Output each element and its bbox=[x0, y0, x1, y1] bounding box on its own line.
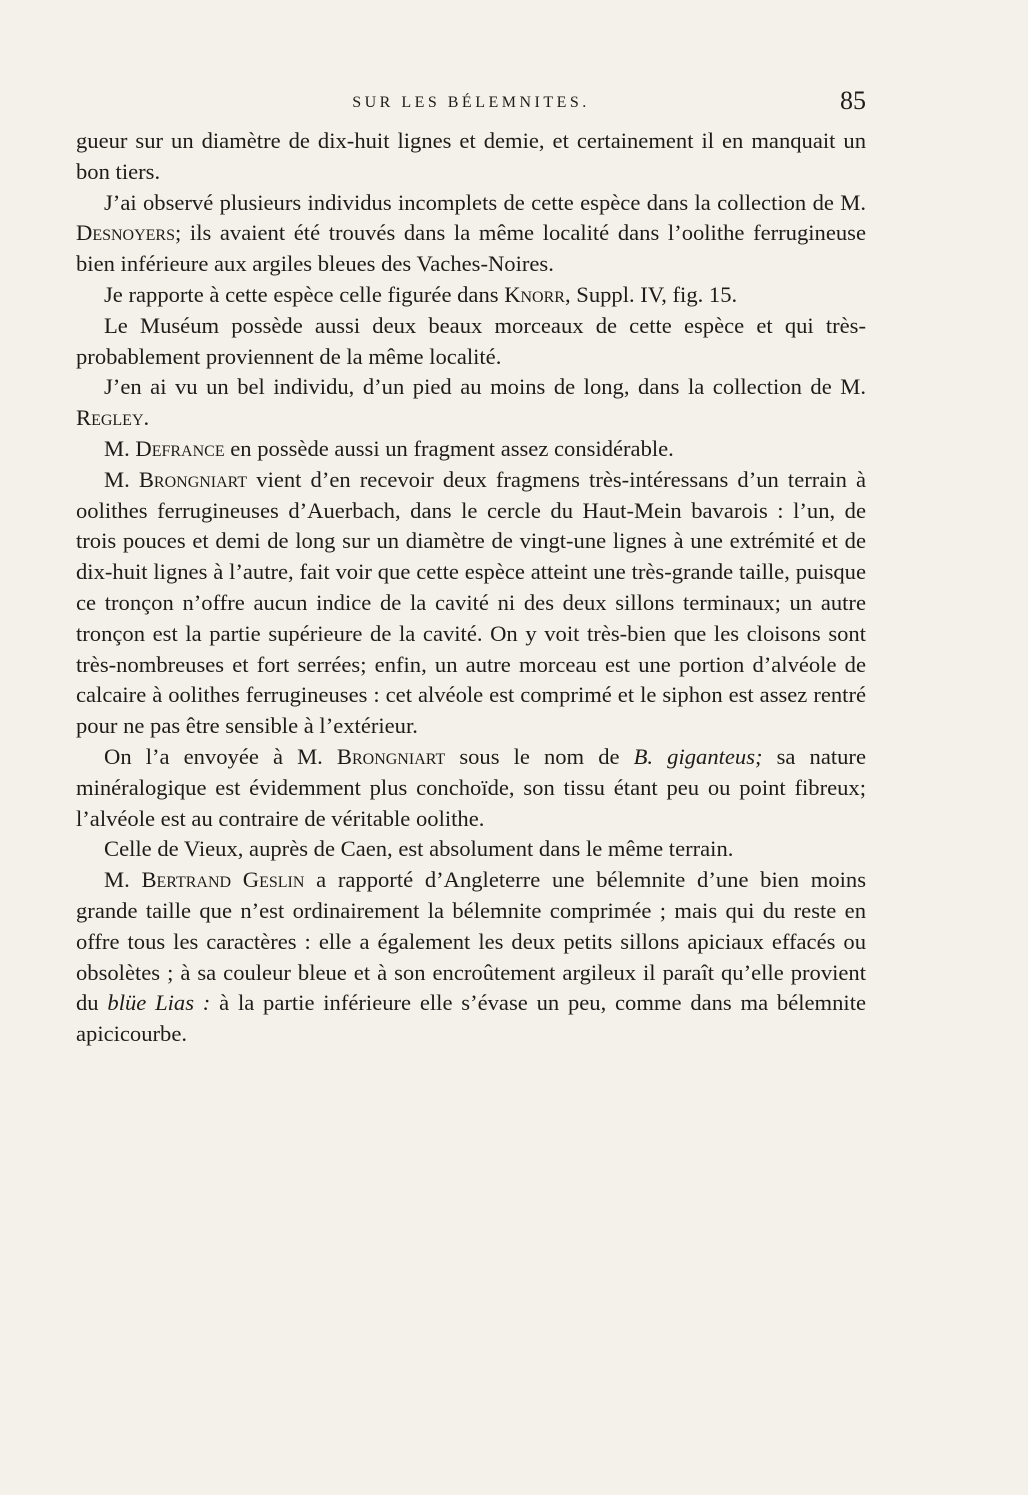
text-run: J’en ai vu un bel individu, d’un pied au moins de long, dans la collection de M. bbox=[104, 374, 866, 400]
author-name: Brongniart bbox=[138, 466, 248, 492]
paragraph-3 bbox=[76, 280, 866, 311]
paragraph-2 bbox=[76, 188, 866, 280]
paragraph-4 bbox=[76, 311, 866, 373]
species-name: B. giganteus; bbox=[633, 743, 763, 769]
formation-name: blüe Lias : bbox=[107, 990, 211, 1016]
text-run: On l’a envoyée à M. bbox=[104, 743, 337, 769]
paragraph-6 bbox=[76, 434, 866, 465]
author-name: Brongniart bbox=[336, 743, 446, 769]
text-run: en possède aussi un fragment assez considérable. bbox=[224, 435, 674, 461]
text-run: M. bbox=[104, 867, 142, 893]
running-head bbox=[76, 86, 866, 126]
paragraph-10 bbox=[76, 865, 866, 1050]
text-run: gueur sur un diamètre de dix-huit lignes et demie, et certainement il en manquait un bon tiers. bbox=[76, 128, 866, 184]
book-page bbox=[76, 86, 866, 1050]
page-number: 85 bbox=[840, 86, 866, 115]
paragraph-7 bbox=[76, 465, 866, 742]
text-run: Le Muséum possède aussi deux beaux morceaux de cette espèce et qui très-probablement proviennent de la même localité. bbox=[76, 312, 866, 369]
text-run: M. bbox=[104, 466, 139, 492]
author-name: Desnoyers bbox=[76, 220, 175, 246]
running-title: SUR LES BÉLEMNITES. bbox=[352, 94, 590, 111]
text-run: à la partie inférieure elle s’évase un peu, comme dans ma bélemnite apicicourbe. bbox=[76, 990, 867, 1047]
paragraph-1 bbox=[76, 126, 866, 188]
text-run: Celle de Vieux, auprès de Caen, est absolument dans le même terrain. bbox=[104, 836, 734, 862]
text-run: , Suppl. IV, fig. 15. bbox=[564, 281, 738, 307]
author-name: Regley bbox=[76, 405, 144, 431]
author-name: Knorr bbox=[504, 281, 565, 307]
text-run: a rapporté d’Angleterre une bélemnite d’une bien moins grande taille que n’est ordinairement la bélemnite comprimée ; mais qui du reste en offre tous les caractères : elle a également les deux petits sillons apiciaux effacés ou obsolètes ; à sa couleur bleue et à son encroûtement argileux il paraît qu’elle provient du bbox=[76, 867, 866, 1016]
paragraph-9 bbox=[76, 834, 866, 865]
text-run: . bbox=[143, 405, 150, 431]
text-run: vient d’en recevoir deux fragmens très-intéressans d’un terrain à oolithes ferrugineuses d’Auerbach, dans le cercle du Haut-Mein bavarois : l’un, de trois pouces et demi de long sur un diamètre de vingt-une lignes à une extrémité et de dix-huit lignes à l’autre, fait voir que cette espèce atteint une très-grande taille, puisque ce tronçon n’offre aucun indice de la cavité ni des deux sillons terminaux; un autre tronçon est la partie supérieure de la cavité. On y voit très-bien que les cloisons sont très-nombreuses et fort serrées; enfin, un autre morceau est une portion d’alvéole de calcaire à oolithes ferrugineuses : cet alvéole est comprimé et le siphon est assez rentré pour ne pas être sensible à l’extérieur. bbox=[76, 466, 867, 739]
paragraph-8 bbox=[76, 742, 866, 834]
body-text bbox=[76, 126, 866, 1050]
paragraph-5 bbox=[76, 372, 866, 434]
author-name: Defrance bbox=[135, 435, 225, 461]
author-name: Bertrand Geslin bbox=[141, 867, 305, 893]
text-run: M. bbox=[104, 435, 136, 461]
text-run: J’ai observé plusieurs individus incomplets de cette espèce dans la collection de M. bbox=[104, 189, 866, 215]
text-run: Je rapporte à cette espèce celle figurée dans bbox=[104, 281, 505, 307]
text-run: sous le nom de bbox=[445, 743, 634, 769]
text-run: ; ils avaient été trouvés dans la même localité dans l’oolithe ferrugineuse bien inférieure aux argiles bleues des Vaches-Noires. bbox=[76, 220, 866, 277]
text-run: sa nature minéralogique est évidemment plus conchoïde, son tissu étant peu ou point fibreux; l’alvéole est au contraire de véritable oolithe. bbox=[76, 743, 866, 831]
